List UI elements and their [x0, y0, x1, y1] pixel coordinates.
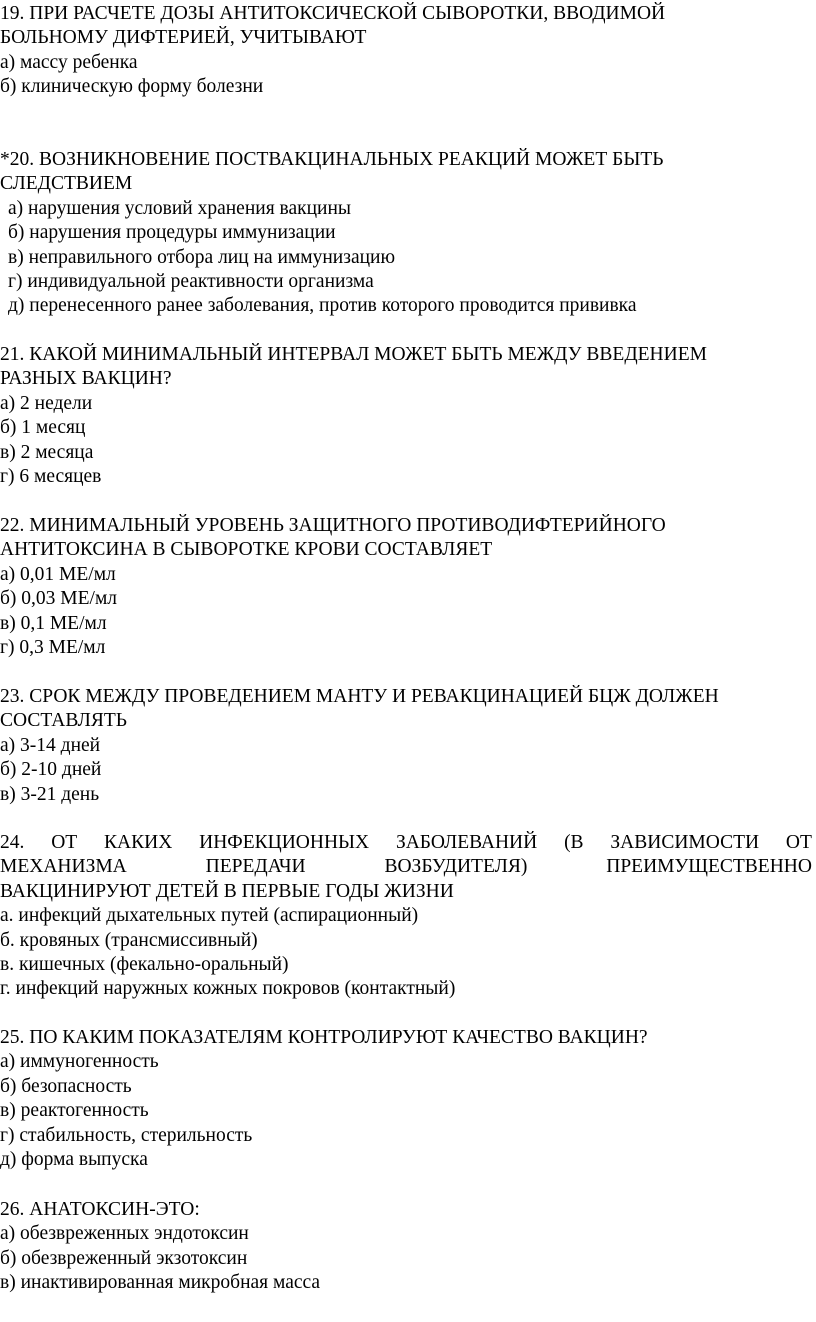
answer-option: в) реактогенность: [0, 1100, 149, 1122]
answer-option: д) форма выпуска: [0, 1148, 148, 1170]
question-stem: 23. СРОК МЕЖДУ ПРОВЕДЕНИЕМ МАНТУ И РЕВАКЦИНАЦИЕЙ БЦЖ ДОЛЖЕН: [0, 686, 719, 707]
question-21: [0, 343, 816, 489]
answer-option: г) 0,3 МЕ/мл: [0, 636, 106, 658]
question-stem: 22. МИНИМАЛЬНЫЙ УРОВЕНЬ ЗАЩИТНОГО ПРОТИВОДИФТЕРИЙНОГО: [0, 515, 666, 536]
answer-option: в) 3-21 день: [0, 783, 100, 805]
stem-word: ПЕРЕДАЧИ: [205, 856, 306, 878]
question-stem: [0, 855, 812, 879]
answer-option: г) 6 месяцев: [0, 465, 102, 487]
question-stem: РАЗНЫХ ВАКЦИН?: [0, 368, 172, 390]
answer-option: а) обезвреженных эндотоксин: [0, 1223, 249, 1245]
answer-option: б. кровяных (трансмиссивный): [0, 929, 258, 951]
answer-option: а) иммуногенность: [0, 1051, 159, 1073]
answer-option: г. инфекций наружных кожных покровов (контактный): [0, 978, 456, 1000]
stem-word: ВОЗБУДИТЕЛЯ): [384, 856, 528, 878]
question-stem: 19. ПРИ РАСЧЕТЕ ДОЗЫ АНТИТОКСИЧЕСКОЙ СЫВОРОТКИ, ВВОДИМОЙ: [0, 3, 666, 24]
question-stem: АНТИТОКСИНА В СЫВОРОТКЕ КРОВИ СОСТАВЛЯЕТ: [0, 539, 493, 561]
question-stem: [0, 831, 812, 855]
question-23: [0, 685, 816, 807]
answer-option: а) нарушения условий хранения вакцины: [8, 197, 352, 219]
answer-option: б) нарушения процедуры иммунизации: [8, 222, 336, 244]
answer-option: д) перенесенного ранее заболевания, против которого проводится прививка: [8, 295, 637, 317]
stem-word: ЗАБОЛЕВАНИЙ: [395, 832, 538, 853]
answer-option: в) неправильного отбора лиц на иммунизацию: [8, 246, 396, 268]
question-24: [0, 831, 816, 1002]
stem-word: ОТ: [785, 832, 812, 853]
question-stem: 26. АНАТОКСИН-ЭТО:: [0, 1199, 200, 1220]
answer-option: г) стабильность, стерильность: [0, 1124, 253, 1146]
answer-option: в) 2 месяца: [0, 441, 94, 463]
question-stem: БОЛЬНОМУ ДИФТЕРИЕЙ, УЧИТЫВАЮТ: [0, 27, 367, 49]
question-stem: СОСТАВЛЯТЬ: [0, 710, 127, 732]
answer-option: б) 1 месяц: [0, 417, 86, 439]
answer-option: б) безопасность: [0, 1075, 132, 1097]
answer-option: б) клиническую форму болезни: [0, 76, 264, 98]
stem-word: (В: [564, 832, 584, 853]
question-25: [0, 1026, 816, 1172]
stem-word: 24.: [0, 832, 25, 853]
stem-word: ИНФЕКЦИОННЫХ: [199, 832, 370, 853]
question-20: [0, 148, 816, 319]
question-stem: *20. ВОЗНИКНОВЕНИЕ ПОСТВАКЦИНАЛЬНЫХ РЕАКЦИЙ МОЖЕТ БЫТЬ: [0, 149, 664, 170]
question-stem: 25. ПО КАКИМ ПОКАЗАТЕЛЯМ КОНТРОЛИРУЮТ КАЧЕСТВО ВАКЦИН?: [0, 1027, 648, 1048]
stem-word: ОТ: [51, 832, 78, 853]
answer-option: а) массу ребенка: [0, 51, 138, 73]
answer-option: б) 2-10 дней: [0, 759, 102, 781]
question-19: [0, 2, 816, 100]
stem-word: КАКИХ: [104, 832, 173, 853]
stem-word: ЗАВИСИМОСТИ: [610, 832, 760, 853]
stem-word: МЕХАНИЗМА: [0, 856, 127, 878]
question-stem: 21. КАКОЙ МИНИМАЛЬНЫЙ ИНТЕРВАЛ МОЖЕТ БЫТЬ МЕЖДУ ВВЕДЕНИЕМ: [0, 344, 707, 365]
answer-option: б) 0,03 МЕ/мл: [0, 588, 118, 610]
answer-option: а) 0,01 МЕ/мл: [0, 563, 116, 585]
answer-option: а) 2 недели: [0, 392, 93, 414]
question-26: [0, 1198, 816, 1296]
answer-option: в) инактивированная микробная масса: [0, 1272, 321, 1294]
question-22: [0, 514, 816, 660]
answer-option: а. инфекций дыхательных путей (аспирационный): [0, 905, 419, 927]
answer-option: г) индивидуальной реактивности организма: [8, 270, 374, 292]
question-stem: СЛЕДСТВИЕМ: [0, 173, 133, 195]
answer-option: в) 0,1 МЕ/мл: [0, 612, 107, 634]
answer-option: б) обезвреженный экзотоксин: [0, 1247, 248, 1269]
answer-option: в. кишечных (фекально-оральный): [0, 953, 289, 975]
question-stem: ВАКЦИНИРУЮТ ДЕТЕЙ В ПЕРВЫЕ ГОДЫ ЖИЗНИ: [0, 880, 454, 902]
stem-word: ПРЕИМУЩЕСТВЕННО: [606, 856, 812, 878]
answer-option: а) 3-14 дней: [0, 734, 101, 756]
